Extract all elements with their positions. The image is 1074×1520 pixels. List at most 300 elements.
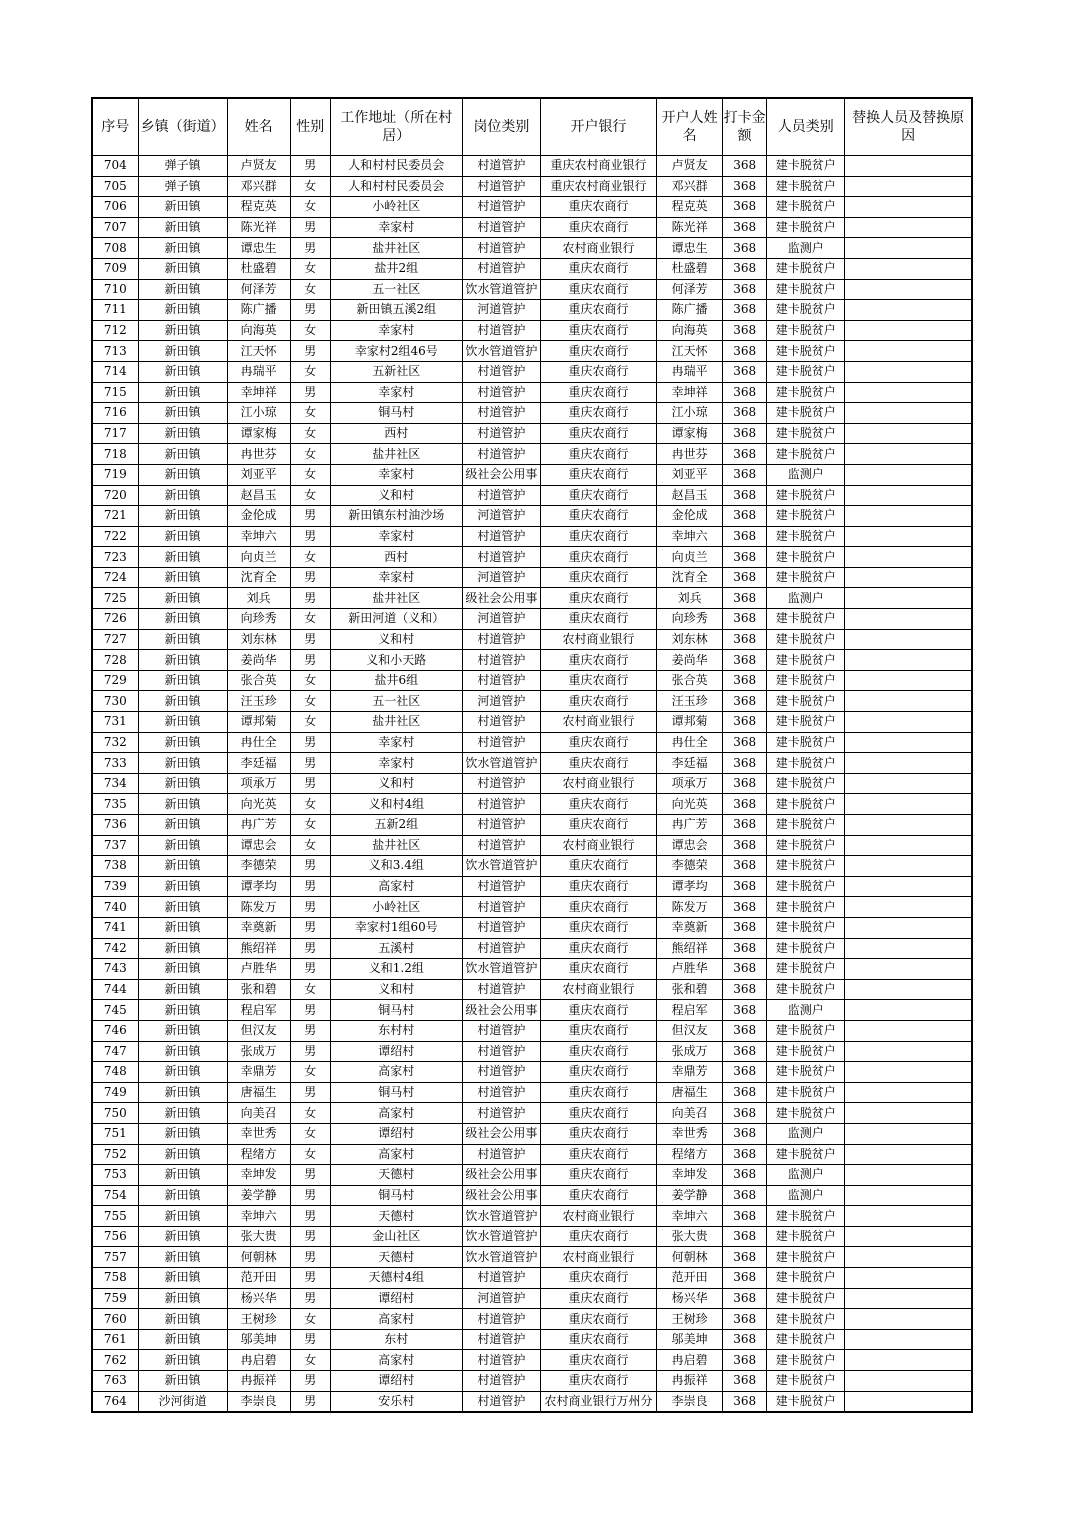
post-type-cell: 级社会公用事 xyxy=(462,1000,540,1021)
amount-cell: 368 xyxy=(723,979,767,1000)
person-type-cell: 建卡脱贫户 xyxy=(767,835,845,856)
work-address-cell: 高家村 xyxy=(330,1144,462,1165)
gender-cell: 女 xyxy=(290,1350,330,1371)
name-cell: 幸奠新 xyxy=(227,917,290,938)
replacement-cell xyxy=(845,1268,972,1289)
post-type-cell: 河道管护 xyxy=(462,691,540,712)
post-type-cell: 村道管护 xyxy=(462,1020,540,1041)
table-row xyxy=(92,156,972,177)
post-type-cell: 级社会公用事 xyxy=(462,1185,540,1206)
post-type-cell: 村道管护 xyxy=(462,1391,540,1412)
post-type-cell: 饮水管道管护 xyxy=(462,959,540,980)
bank-cell: 农村商业银行 xyxy=(540,1206,656,1227)
gender-cell: 男 xyxy=(290,1185,330,1206)
serial-cell: 733 xyxy=(92,753,138,774)
name-cell: 江小琼 xyxy=(227,403,290,424)
replacement-cell xyxy=(845,320,972,341)
bank-cell: 重庆农商行 xyxy=(540,959,656,980)
serial-cell: 743 xyxy=(92,959,138,980)
table-row xyxy=(92,197,972,218)
table-row xyxy=(92,1041,972,1062)
account-holder-cell: 程绪方 xyxy=(657,1144,723,1165)
work-address-cell: 谭绍村 xyxy=(330,1288,462,1309)
replacement-cell xyxy=(845,506,972,527)
bank-cell: 农村商业银行万州分 xyxy=(540,1391,656,1412)
name-cell: 沈育全 xyxy=(227,567,290,588)
amount-cell: 368 xyxy=(723,670,767,691)
name-cell: 李廷福 xyxy=(227,753,290,774)
name-cell: 冉瑞平 xyxy=(227,361,290,382)
table-row xyxy=(92,588,972,609)
work-address-cell: 盐井2组 xyxy=(330,258,462,279)
post-type-cell: 村道管护 xyxy=(462,732,540,753)
serial-cell: 725 xyxy=(92,588,138,609)
bank-cell: 农村商业银行 xyxy=(540,629,656,650)
work-address-cell: 盐井社区 xyxy=(330,238,462,259)
name-cell: 幸坤六 xyxy=(227,1206,290,1227)
table-row xyxy=(92,938,972,959)
township-cell: 新田镇 xyxy=(138,1123,227,1144)
table-row xyxy=(92,567,972,588)
person-type-cell: 建卡脱贫户 xyxy=(767,361,845,382)
work-address-cell: 新田镇东村油沙场 xyxy=(330,506,462,527)
gender-cell: 男 xyxy=(290,1371,330,1392)
township-cell: 新田镇 xyxy=(138,547,227,568)
bank-cell: 重庆农商行 xyxy=(540,1226,656,1247)
name-cell: 熊绍祥 xyxy=(227,938,290,959)
replacement-cell xyxy=(845,1309,972,1330)
work-address-cell: 人和村村民委员会 xyxy=(330,176,462,197)
serial-cell: 752 xyxy=(92,1144,138,1165)
table-row xyxy=(92,815,972,836)
replacement-cell xyxy=(845,1103,972,1124)
table-row xyxy=(92,1206,972,1227)
work-address-cell: 义和村 xyxy=(330,773,462,794)
account-holder-cell: 何泽芳 xyxy=(657,279,723,300)
township-cell: 新田镇 xyxy=(138,959,227,980)
person-type-cell: 建卡脱贫户 xyxy=(767,650,845,671)
account-holder-cell: 金伦成 xyxy=(657,506,723,527)
table-row xyxy=(92,876,972,897)
post-type-cell: 村道管护 xyxy=(462,217,540,238)
account-holder-cell: 卢胜华 xyxy=(657,959,723,980)
township-cell: 新田镇 xyxy=(138,423,227,444)
serial-cell: 720 xyxy=(92,485,138,506)
table-row xyxy=(92,1000,972,1021)
post-type-cell: 村道管护 xyxy=(462,197,540,218)
amount-cell: 368 xyxy=(723,1020,767,1041)
bank-cell: 重庆农商行 xyxy=(540,258,656,279)
table-row xyxy=(92,959,972,980)
replacement-cell xyxy=(845,1144,972,1165)
replacement-cell xyxy=(845,423,972,444)
table-row xyxy=(92,1329,972,1350)
serial-cell: 726 xyxy=(92,609,138,630)
work-address-cell: 天德村4组 xyxy=(330,1268,462,1289)
replacement-cell xyxy=(845,1062,972,1083)
person-type-cell: 建卡脱贫户 xyxy=(767,794,845,815)
work-address-cell: 五新社区 xyxy=(330,361,462,382)
work-address-cell: 幸家村 xyxy=(330,320,462,341)
post-type-cell: 河道管护 xyxy=(462,1288,540,1309)
table-row xyxy=(92,856,972,877)
table-row xyxy=(92,732,972,753)
table-row xyxy=(92,650,972,671)
township-cell: 新田镇 xyxy=(138,1309,227,1330)
post-type-cell: 村道管护 xyxy=(462,1082,540,1103)
table-row xyxy=(92,320,972,341)
replacement-cell xyxy=(845,876,972,897)
replacement-cell xyxy=(845,670,972,691)
post-type-cell: 村道管护 xyxy=(462,1329,540,1350)
person-type-cell: 监测户 xyxy=(767,1185,845,1206)
work-address-cell: 东村 xyxy=(330,1329,462,1350)
serial-cell: 727 xyxy=(92,629,138,650)
account-holder-cell: 杜盛碧 xyxy=(657,258,723,279)
serial-cell: 723 xyxy=(92,547,138,568)
person-type-cell: 建卡脱贫户 xyxy=(767,485,845,506)
bank-cell: 重庆农商行 xyxy=(540,279,656,300)
amount-cell: 368 xyxy=(723,691,767,712)
name-cell: 项承万 xyxy=(227,773,290,794)
amount-cell: 368 xyxy=(723,258,767,279)
replacement-cell xyxy=(845,444,972,465)
amount-cell: 368 xyxy=(723,732,767,753)
serial-cell: 710 xyxy=(92,279,138,300)
township-cell: 新田镇 xyxy=(138,670,227,691)
account-holder-cell: 邬美坤 xyxy=(657,1329,723,1350)
gender-cell: 女 xyxy=(290,279,330,300)
amount-cell: 368 xyxy=(723,1062,767,1083)
bank-cell: 重庆农商行 xyxy=(540,567,656,588)
serial-cell: 708 xyxy=(92,238,138,259)
work-address-cell: 幸家村1组60号 xyxy=(330,917,462,938)
serial-cell: 747 xyxy=(92,1041,138,1062)
serial-cell: 717 xyxy=(92,423,138,444)
account-holder-cell: 邓兴群 xyxy=(657,176,723,197)
name-cell: 李崇良 xyxy=(227,1391,290,1412)
work-address-cell: 人和村村民委员会 xyxy=(330,156,462,177)
work-address-cell: 义和小天路 xyxy=(330,650,462,671)
header-cell: 开户银行 xyxy=(540,98,656,156)
serial-cell: 730 xyxy=(92,691,138,712)
township-cell: 新田镇 xyxy=(138,1062,227,1083)
gender-cell: 男 xyxy=(290,1288,330,1309)
account-holder-cell: 王树珍 xyxy=(657,1309,723,1330)
person-type-cell: 建卡脱贫户 xyxy=(767,979,845,1000)
header-cell: 工作地址（所在村居） xyxy=(330,98,462,156)
replacement-cell xyxy=(845,897,972,918)
bank-cell: 重庆农商行 xyxy=(540,1041,656,1062)
name-cell: 陈发万 xyxy=(227,897,290,918)
person-type-cell: 监测户 xyxy=(767,238,845,259)
bank-cell: 重庆农商行 xyxy=(540,938,656,959)
table-row xyxy=(92,217,972,238)
person-type-cell: 建卡脱贫户 xyxy=(767,856,845,877)
gender-cell: 女 xyxy=(290,258,330,279)
work-address-cell: 幸家村 xyxy=(330,526,462,547)
work-address-cell: 义和3.4组 xyxy=(330,856,462,877)
serial-cell: 734 xyxy=(92,773,138,794)
gender-cell: 女 xyxy=(290,197,330,218)
bank-cell: 重庆农商行 xyxy=(540,320,656,341)
work-address-cell: 幸家村2组46号 xyxy=(330,341,462,362)
serial-cell: 713 xyxy=(92,341,138,362)
table-row xyxy=(92,773,972,794)
name-cell: 江天怀 xyxy=(227,341,290,362)
person-type-cell: 建卡脱贫户 xyxy=(767,1226,845,1247)
person-type-cell: 建卡脱贫户 xyxy=(767,629,845,650)
gender-cell: 男 xyxy=(290,1329,330,1350)
post-type-cell: 村道管护 xyxy=(462,979,540,1000)
gender-cell: 女 xyxy=(290,1309,330,1330)
bank-cell: 重庆农商行 xyxy=(540,1185,656,1206)
bank-cell: 重庆农商行 xyxy=(540,547,656,568)
gender-cell: 女 xyxy=(290,815,330,836)
township-cell: 新田镇 xyxy=(138,197,227,218)
gender-cell: 男 xyxy=(290,773,330,794)
person-type-cell: 建卡脱贫户 xyxy=(767,1206,845,1227)
account-holder-cell: 冉振祥 xyxy=(657,1371,723,1392)
post-type-cell: 村道管护 xyxy=(462,176,540,197)
person-type-cell: 建卡脱贫户 xyxy=(767,526,845,547)
gender-cell: 男 xyxy=(290,238,330,259)
amount-cell: 368 xyxy=(723,1329,767,1350)
gender-cell: 女 xyxy=(290,320,330,341)
replacement-cell xyxy=(845,629,972,650)
replacement-cell xyxy=(845,1247,972,1268)
post-type-cell: 村道管护 xyxy=(462,650,540,671)
township-cell: 弹子镇 xyxy=(138,156,227,177)
township-cell: 弹子镇 xyxy=(138,176,227,197)
amount-cell: 368 xyxy=(723,526,767,547)
account-holder-cell: 李崇良 xyxy=(657,1391,723,1412)
gender-cell: 女 xyxy=(290,691,330,712)
post-type-cell: 河道管护 xyxy=(462,300,540,321)
township-cell: 新田镇 xyxy=(138,1041,227,1062)
work-address-cell: 东村村 xyxy=(330,1020,462,1041)
serial-cell: 706 xyxy=(92,197,138,218)
gender-cell: 男 xyxy=(290,567,330,588)
serial-cell: 749 xyxy=(92,1082,138,1103)
replacement-cell xyxy=(845,156,972,177)
bank-cell: 重庆农商行 xyxy=(540,217,656,238)
gender-cell: 男 xyxy=(290,917,330,938)
bank-cell: 重庆农商行 xyxy=(540,300,656,321)
person-type-cell: 建卡脱贫户 xyxy=(767,1247,845,1268)
name-cell: 幸坤祥 xyxy=(227,382,290,403)
name-cell: 金伦成 xyxy=(227,506,290,527)
work-address-cell: 盐井社区 xyxy=(330,444,462,465)
township-cell: 新田镇 xyxy=(138,1206,227,1227)
account-holder-cell: 幸坤祥 xyxy=(657,382,723,403)
serial-cell: 758 xyxy=(92,1268,138,1289)
serial-cell: 732 xyxy=(92,732,138,753)
table-row xyxy=(92,547,972,568)
serial-cell: 764 xyxy=(92,1391,138,1412)
work-address-cell: 五新2组 xyxy=(330,815,462,836)
header-cell: 序号 xyxy=(92,98,138,156)
post-type-cell: 饮水管道管护 xyxy=(462,856,540,877)
gender-cell: 男 xyxy=(290,753,330,774)
serial-cell: 712 xyxy=(92,320,138,341)
bank-cell: 重庆农商行 xyxy=(540,197,656,218)
work-address-cell: 高家村 xyxy=(330,1350,462,1371)
post-type-cell: 村道管护 xyxy=(462,629,540,650)
work-address-cell: 天德村 xyxy=(330,1165,462,1186)
post-type-cell: 村道管护 xyxy=(462,1062,540,1083)
post-type-cell: 村道管护 xyxy=(462,712,540,733)
replacement-cell xyxy=(845,691,972,712)
post-type-cell: 饮水管道管护 xyxy=(462,753,540,774)
amount-cell: 368 xyxy=(723,567,767,588)
name-cell: 唐福生 xyxy=(227,1082,290,1103)
amount-cell: 368 xyxy=(723,794,767,815)
bank-cell: 重庆农商行 xyxy=(540,1165,656,1186)
replacement-cell xyxy=(845,1288,972,1309)
amount-cell: 368 xyxy=(723,938,767,959)
gender-cell: 女 xyxy=(290,485,330,506)
work-address-cell: 义和村 xyxy=(330,629,462,650)
post-type-cell: 村道管护 xyxy=(462,897,540,918)
replacement-cell xyxy=(845,815,972,836)
township-cell: 新田镇 xyxy=(138,361,227,382)
bank-cell: 重庆农商行 xyxy=(540,1082,656,1103)
bank-cell: 重庆农商行 xyxy=(540,1103,656,1124)
bank-cell: 重庆农商行 xyxy=(540,753,656,774)
account-holder-cell: 张大贵 xyxy=(657,1226,723,1247)
name-cell: 谭家梅 xyxy=(227,423,290,444)
replacement-cell xyxy=(845,197,972,218)
replacement-cell xyxy=(845,1185,972,1206)
table-row xyxy=(92,1123,972,1144)
account-holder-cell: 程克英 xyxy=(657,197,723,218)
replacement-cell xyxy=(845,464,972,485)
serial-cell: 748 xyxy=(92,1062,138,1083)
post-type-cell: 饮水管道管护 xyxy=(462,279,540,300)
table-row xyxy=(92,1391,972,1412)
post-type-cell: 村道管护 xyxy=(462,773,540,794)
name-cell: 姜尚华 xyxy=(227,650,290,671)
table-row xyxy=(92,176,972,197)
township-cell: 新田镇 xyxy=(138,897,227,918)
replacement-cell xyxy=(845,1000,972,1021)
township-cell: 新田镇 xyxy=(138,1103,227,1124)
replacement-cell xyxy=(845,650,972,671)
person-type-cell: 监测户 xyxy=(767,464,845,485)
township-cell: 新田镇 xyxy=(138,1020,227,1041)
amount-cell: 368 xyxy=(723,238,767,259)
gender-cell: 女 xyxy=(290,1123,330,1144)
name-cell: 冉振祥 xyxy=(227,1371,290,1392)
bank-cell: 重庆农商行 xyxy=(540,588,656,609)
amount-cell: 368 xyxy=(723,1185,767,1206)
header-cell: 替换人员及替换原因 xyxy=(845,98,972,156)
serial-cell: 762 xyxy=(92,1350,138,1371)
bank-cell: 重庆农商行 xyxy=(540,794,656,815)
gender-cell: 女 xyxy=(290,547,330,568)
replacement-cell xyxy=(845,1123,972,1144)
amount-cell: 368 xyxy=(723,1371,767,1392)
work-address-cell: 西村 xyxy=(330,423,462,444)
bank-cell: 重庆农商行 xyxy=(540,1288,656,1309)
work-address-cell: 幸家村 xyxy=(330,732,462,753)
township-cell: 新田镇 xyxy=(138,815,227,836)
serial-cell: 751 xyxy=(92,1123,138,1144)
gender-cell: 男 xyxy=(290,897,330,918)
person-type-cell: 建卡脱贫户 xyxy=(767,403,845,424)
township-cell: 新田镇 xyxy=(138,320,227,341)
township-cell: 新田镇 xyxy=(138,856,227,877)
amount-cell: 368 xyxy=(723,403,767,424)
amount-cell: 368 xyxy=(723,382,767,403)
serial-cell: 736 xyxy=(92,815,138,836)
table-body xyxy=(92,156,972,1413)
work-address-cell: 谭绍村 xyxy=(330,1371,462,1392)
serial-cell: 731 xyxy=(92,712,138,733)
township-cell: 新田镇 xyxy=(138,629,227,650)
table-row xyxy=(92,1103,972,1124)
name-cell: 冉广芳 xyxy=(227,815,290,836)
amount-cell: 368 xyxy=(723,629,767,650)
name-cell: 卢胜华 xyxy=(227,959,290,980)
account-holder-cell: 幸世秀 xyxy=(657,1123,723,1144)
table-row xyxy=(92,444,972,465)
work-address-cell: 安乐村 xyxy=(330,1391,462,1412)
table-row xyxy=(92,382,972,403)
township-cell: 新田镇 xyxy=(138,938,227,959)
serial-cell: 744 xyxy=(92,979,138,1000)
name-cell: 杜盛碧 xyxy=(227,258,290,279)
table-row xyxy=(92,1371,972,1392)
township-cell: 新田镇 xyxy=(138,650,227,671)
name-cell: 向光英 xyxy=(227,794,290,815)
name-cell: 冉启碧 xyxy=(227,1350,290,1371)
serial-cell: 756 xyxy=(92,1226,138,1247)
township-cell: 新田镇 xyxy=(138,238,227,259)
person-type-cell: 建卡脱贫户 xyxy=(767,1020,845,1041)
name-cell: 张大贵 xyxy=(227,1226,290,1247)
person-type-cell: 建卡脱贫户 xyxy=(767,897,845,918)
bank-cell: 重庆农商行 xyxy=(540,670,656,691)
person-type-cell: 建卡脱贫户 xyxy=(767,1309,845,1330)
township-cell: 新田镇 xyxy=(138,876,227,897)
person-type-cell: 建卡脱贫户 xyxy=(767,156,845,177)
township-cell: 新田镇 xyxy=(138,917,227,938)
table-row xyxy=(92,897,972,918)
account-holder-cell: 刘东林 xyxy=(657,629,723,650)
work-address-cell: 盐井社区 xyxy=(330,588,462,609)
gender-cell: 女 xyxy=(290,1103,330,1124)
serial-cell: 704 xyxy=(92,156,138,177)
township-cell: 新田镇 xyxy=(138,794,227,815)
amount-cell: 368 xyxy=(723,1350,767,1371)
table-row xyxy=(92,712,972,733)
gender-cell: 男 xyxy=(290,300,330,321)
post-type-cell: 村道管护 xyxy=(462,1041,540,1062)
township-cell: 新田镇 xyxy=(138,1082,227,1103)
account-holder-cell: 张和碧 xyxy=(657,979,723,1000)
table-row xyxy=(92,629,972,650)
name-cell: 陈广播 xyxy=(227,300,290,321)
work-address-cell: 盐井6组 xyxy=(330,670,462,691)
serial-cell: 738 xyxy=(92,856,138,877)
name-cell: 刘东林 xyxy=(227,629,290,650)
table-row xyxy=(92,506,972,527)
replacement-cell xyxy=(845,567,972,588)
post-type-cell: 饮水管道管护 xyxy=(462,1247,540,1268)
gender-cell: 男 xyxy=(290,217,330,238)
